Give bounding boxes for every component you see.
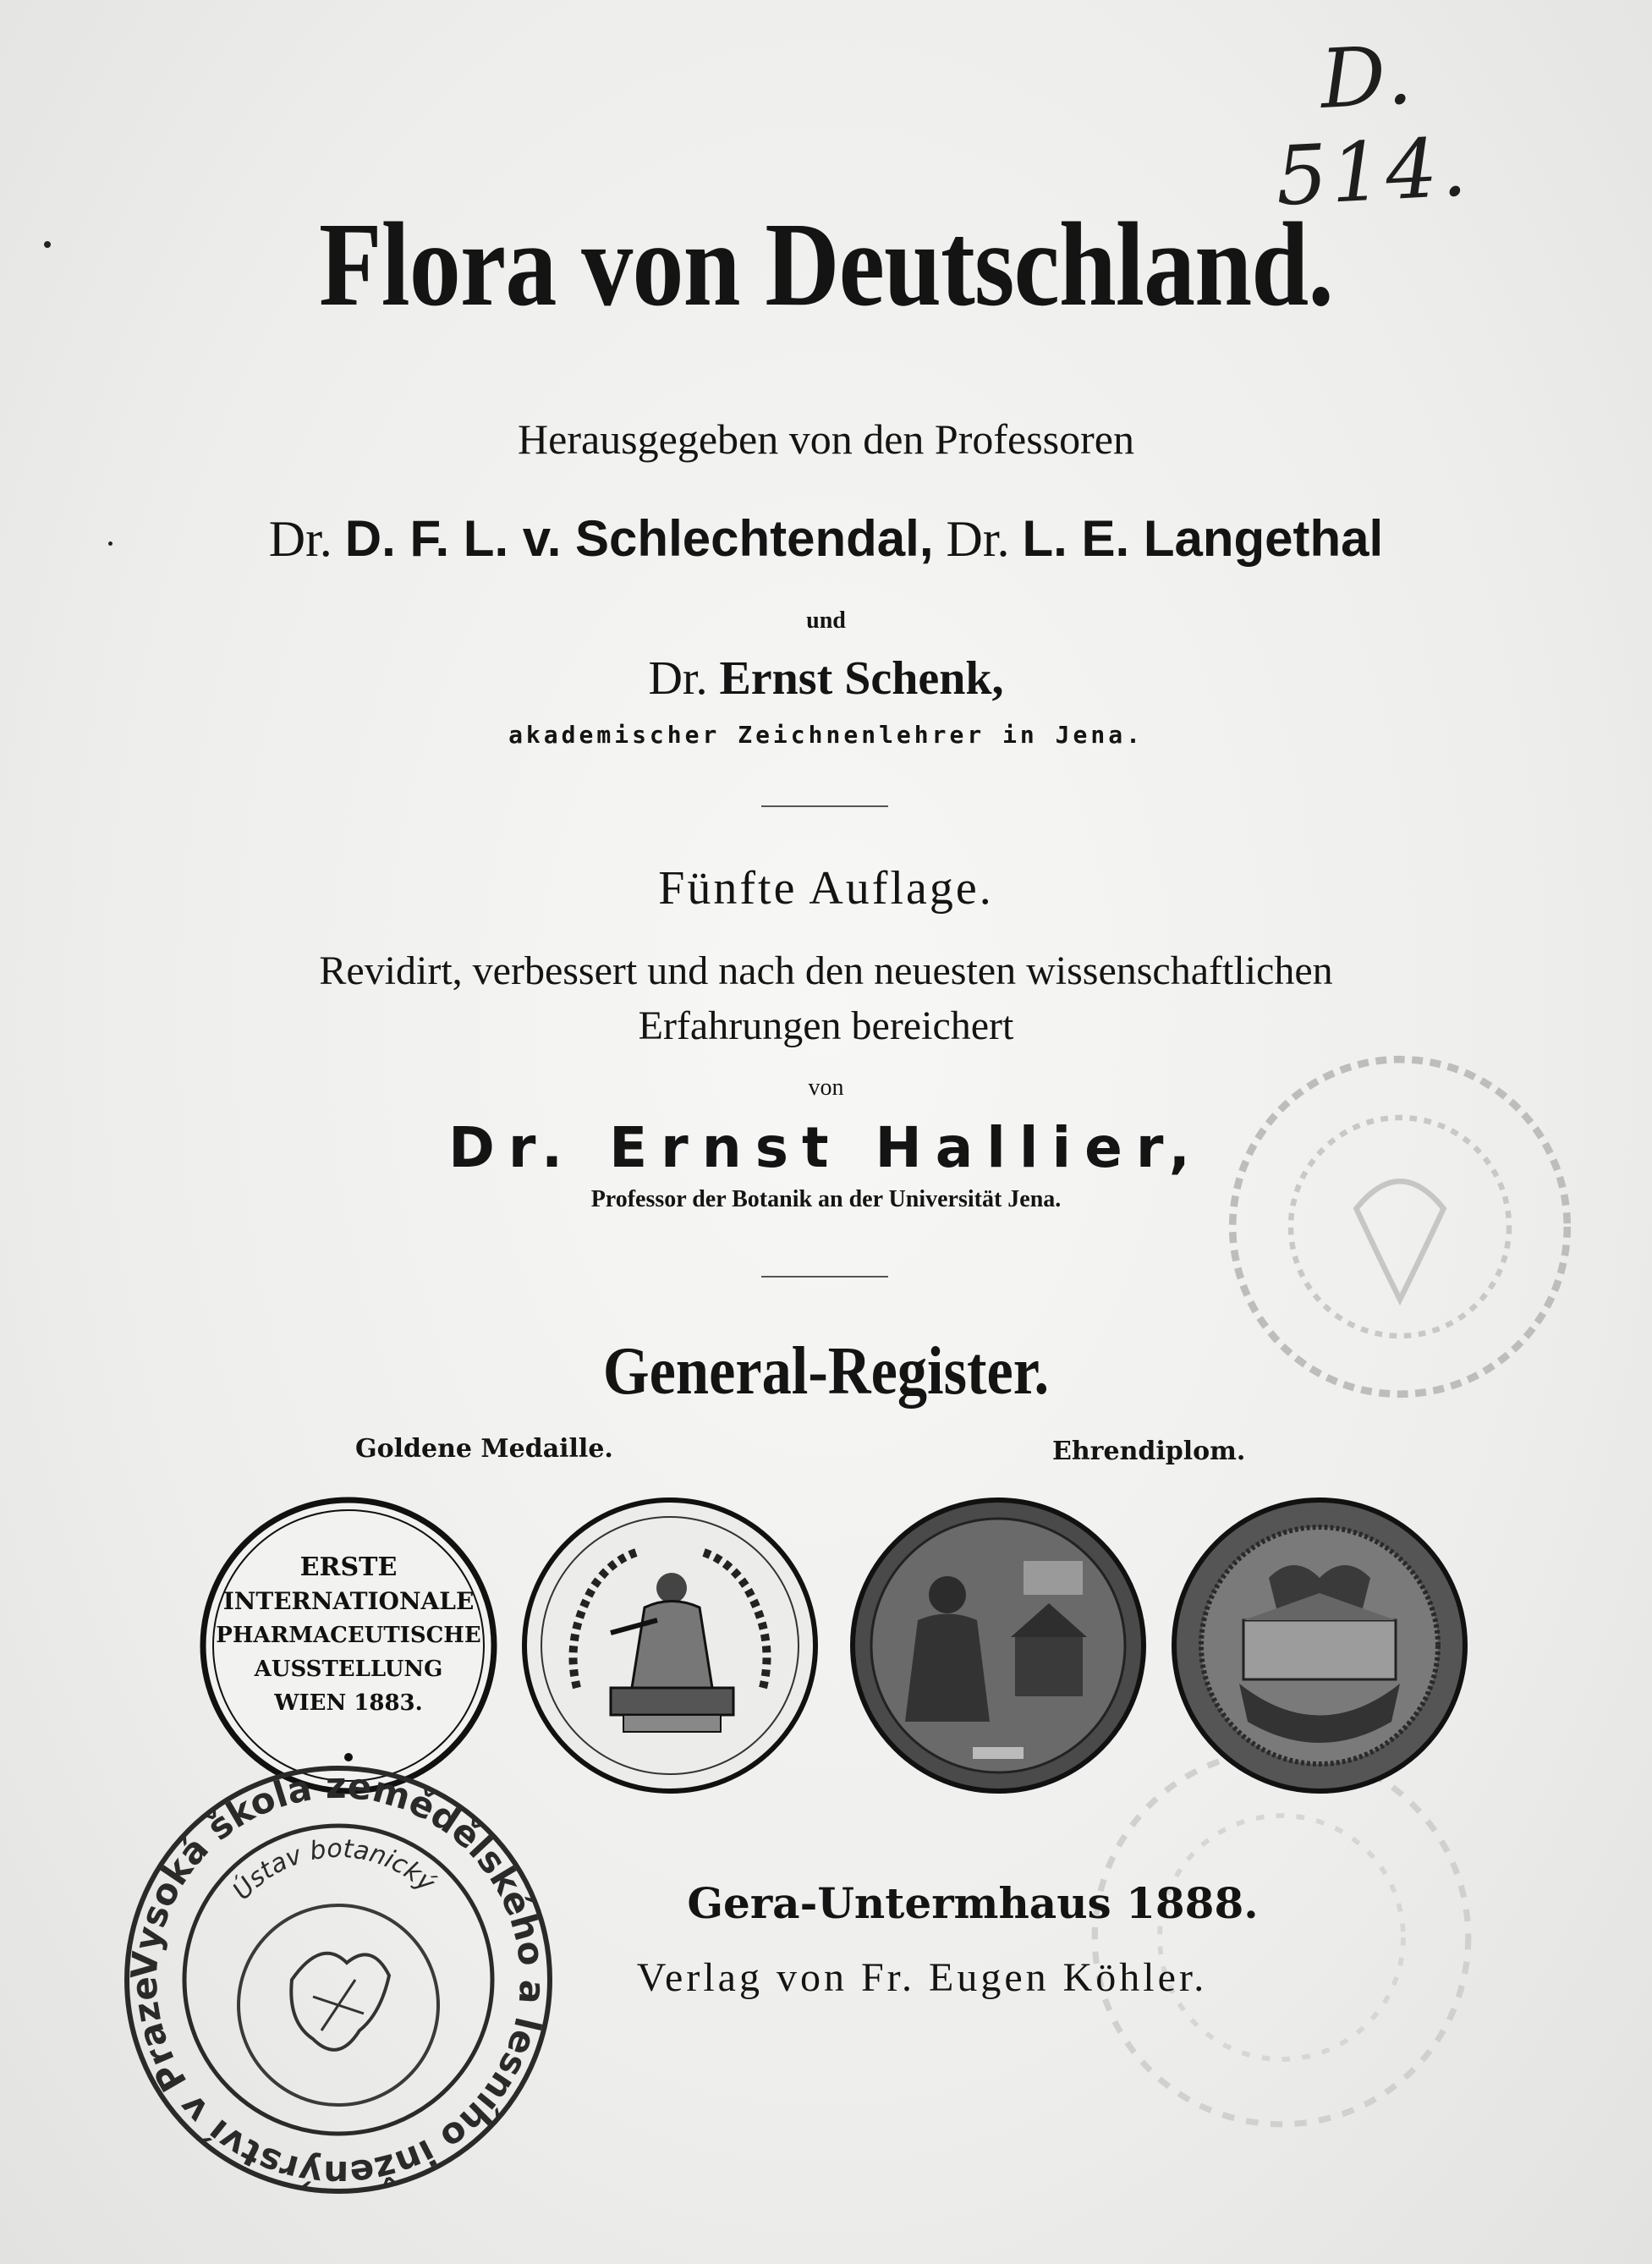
speck bbox=[44, 241, 51, 248]
imprint-publisher: Verlag von Fr. Eugen Köhler. bbox=[636, 1955, 1208, 2000]
author-prefix: Dr. bbox=[648, 652, 708, 705]
author-name: L. E. Langethal bbox=[1022, 510, 1384, 567]
divider bbox=[761, 805, 888, 807]
conjunction: und bbox=[806, 607, 846, 634]
author-prefix: Dr. bbox=[946, 511, 1010, 567]
author-name: Ernst Schenk, bbox=[719, 652, 1004, 705]
medal-text-line: INTERNATIONALE bbox=[222, 1587, 475, 1615]
svg-text:Vysoká škola zemědělského a le bbox=[123, 1765, 553, 2195]
reviser-name: Dr. Ernst Hallier, bbox=[448, 1115, 1204, 1180]
svg-text:Ústav botanický bbox=[226, 1834, 442, 1906]
stamp-outer-text: Vysoká škola zemědělského a lesního inženýrství v Praze bbox=[123, 1764, 554, 2195]
revision-line: Erfahrungen bereichert bbox=[638, 1003, 1014, 1048]
medal-exhibition-figure-icon bbox=[846, 1493, 1150, 1798]
honor-diploma-label: Ehrendiplom. bbox=[1052, 1437, 1246, 1466]
medal-coat-of-arms-icon bbox=[1167, 1493, 1472, 1798]
author-prefix: Dr. bbox=[268, 511, 332, 567]
author-name: D. F. L. v. Schlechtendal, bbox=[344, 510, 934, 567]
section-title: General-Register. bbox=[602, 1334, 1050, 1409]
imprint-place-year: Gera-Untermhaus 1888. bbox=[687, 1878, 1259, 1928]
medal-text-line: ERSTE bbox=[299, 1552, 398, 1582]
divider bbox=[761, 1276, 888, 1278]
medal-text-line: WIEN 1883. bbox=[274, 1690, 423, 1716]
medal-text-line: AUSSTELLUNG bbox=[254, 1657, 443, 1682]
revision-line: Revidirt, verbessert und nach den neuesten wissenschaftlichen bbox=[319, 948, 1333, 993]
by-word: von bbox=[808, 1074, 844, 1101]
editors-intro: Herausgegeben von den Professoren bbox=[518, 415, 1134, 463]
stamp-inner-text: Ústav botanický bbox=[227, 1833, 441, 1906]
gold-medal-label: Goldene Medaille. bbox=[355, 1434, 613, 1464]
medal-text-line: PHARMACEUTISCHE bbox=[216, 1623, 481, 1648]
medal-seated-figure-icon bbox=[518, 1493, 822, 1798]
book-title: Flora von Deutschland. bbox=[318, 197, 1334, 331]
authors-line bbox=[0, 509, 1652, 569]
handwritten-shelfmark: D. 514. bbox=[1273, 27, 1473, 224]
library-stamp bbox=[118, 1760, 558, 2200]
edition: Fünfte Auflage. bbox=[658, 862, 994, 915]
reviser-title: Professor der Botanik an der Universität Jena. bbox=[590, 1186, 1062, 1212]
third-author-line bbox=[0, 651, 1652, 706]
faded-stamp-icon bbox=[1218, 1045, 1582, 1409]
third-author-title: akademischer Zeichnenlehrer in Jena. bbox=[508, 721, 1144, 749]
stamp-text-ring bbox=[118, 1760, 558, 2200]
exhibition-medal-text bbox=[196, 1493, 501, 1798]
